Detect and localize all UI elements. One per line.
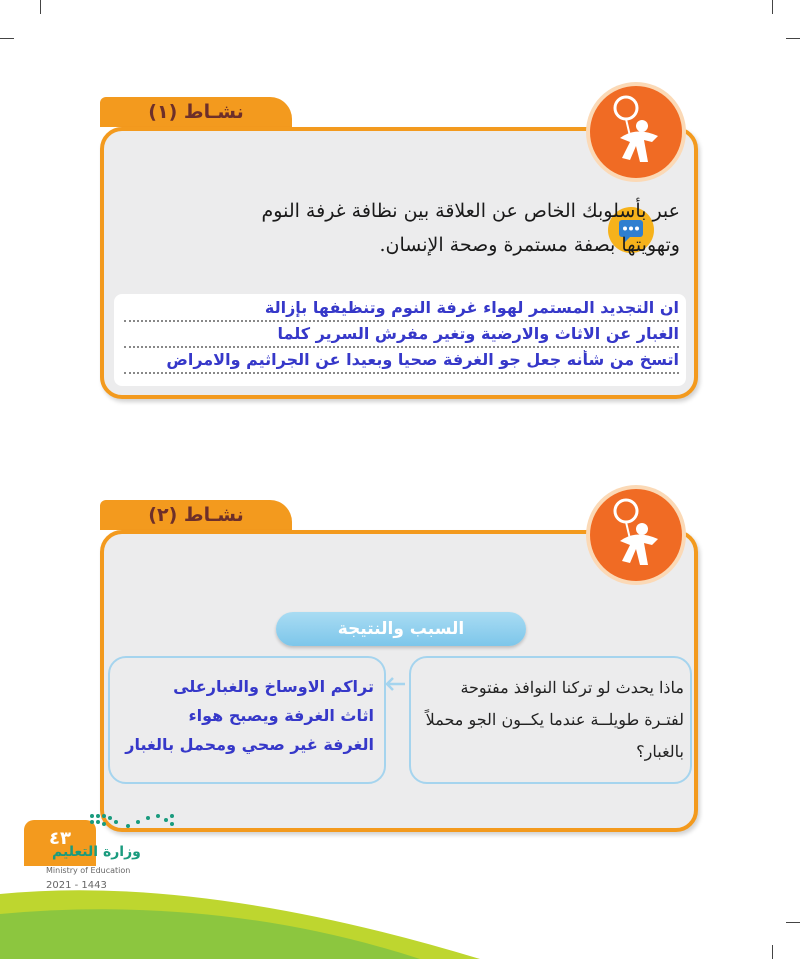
- crop-mark: [772, 0, 773, 14]
- ministry-name-en: Ministry of Education: [46, 866, 131, 875]
- activity-logo-icon: [590, 489, 682, 581]
- activity2-title: نشـاط (٢): [148, 504, 244, 526]
- answer-line-rule: [124, 372, 679, 374]
- activity1-answer-line: الغبار عن الاثاث والارضية وتغير مفرش السرير كلما: [277, 324, 679, 343]
- answer-line-rule: [124, 320, 679, 322]
- activity1-answer-line: اتسخ من شأنه جعل جو الغرفة صحيا وبعيدا عن الجراثيم والامراض: [166, 350, 679, 369]
- activity1-answer-line: ان التجديد المستمر لهواء غرفة النوم وتنظيفها بإزالة: [264, 298, 679, 317]
- activity-logo-icon: [590, 86, 682, 178]
- answer-line-rule: [124, 346, 679, 348]
- cause-effect-label: السبب والنتيجة: [276, 612, 526, 646]
- activity2-question: ماذا يحدث لو تركنا النوافذ مفتوحة لفتـرة طويلــة عندما يكــون الجو محملاً بالغبار؟: [425, 678, 684, 761]
- crop-mark: [786, 38, 800, 39]
- activity2-answer-line: تراكم الاوساخ والغبارعلى: [173, 677, 374, 696]
- activity2-answer-line: الغرفة غير صحي ومحمل بالغبار: [125, 735, 374, 754]
- crop-mark: [0, 38, 14, 39]
- activity2-answer-line: اثاث الغرفة ويصبح هواء: [188, 706, 374, 725]
- ministry-year: 2021 - 1443: [46, 880, 107, 891]
- ministry-name-ar: وزارة التعليم: [52, 844, 141, 860]
- footer-green-band: [0, 874, 800, 959]
- ministry-logo-icon: [88, 810, 178, 832]
- crop-mark: [40, 0, 41, 14]
- page-number: ٤٣: [24, 820, 96, 866]
- arrow-left-icon: [384, 677, 406, 691]
- activity1-question: عبر بأسلوبك الخاص عن العلاقة بين نظافة غرفة النوم وتهويتها بصفة مستمرة وصحة الإنسان.: [261, 200, 680, 256]
- activity1-title: نشـاط (١): [148, 101, 244, 123]
